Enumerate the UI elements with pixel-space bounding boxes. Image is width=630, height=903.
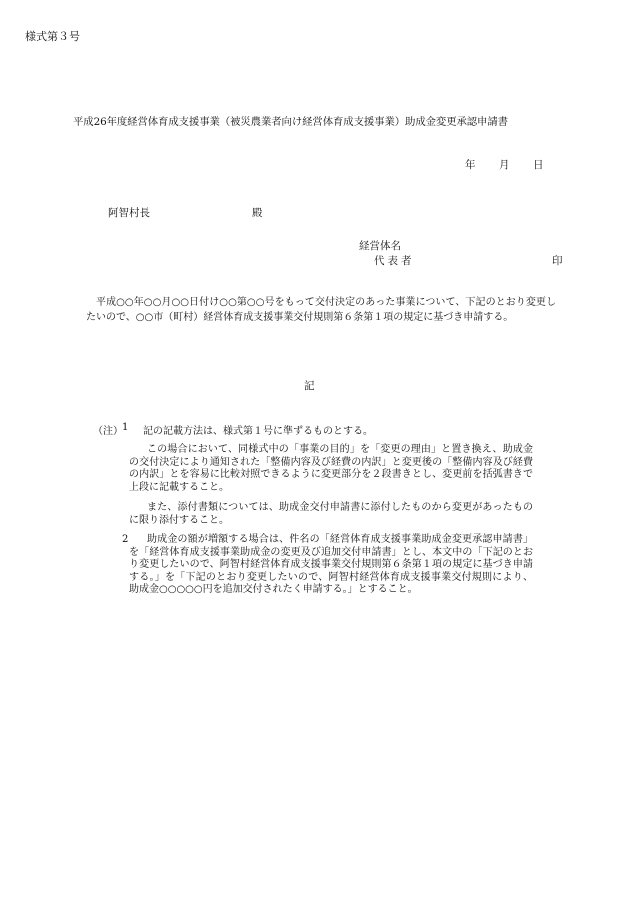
addressee-name: 阿智村長 bbox=[108, 207, 150, 219]
seal-mark: 印 bbox=[552, 255, 563, 267]
body-paragraph: 平成○○年○○月○○日付け○○第○○号をもって交付決定のあった事業について、下記のとおり変更したいので、○○市（町村）経営体育成支援事業交付規則第６条第１項の規定に基づき申請する。 bbox=[86, 297, 556, 323]
note-1-number: 1 bbox=[122, 422, 129, 433]
note-2-number: 2 bbox=[122, 534, 129, 545]
note-2-paragraph: 助成金の額が増額する場合は、件名の「経営体育成支援事業助成金変更承認申請書」を「経営体育成支援事業助成金の変更及び追加交付申請書」とし、本文中の「下記のとおり変更したいので、阿智村経営体育成支援事業交付規則第６条第１項の規定に基づき申請する。」を「下記のとおり変更したいので、阿智村経営体育成支援事業交付規則により、助成金○○○○○円を追加交付されたく申請する。」とすること。 bbox=[129, 534, 533, 595]
entity-name-label: 経営体名 bbox=[359, 240, 401, 252]
form-number: 様式第３号 bbox=[25, 30, 80, 43]
ki-heading: 記 bbox=[304, 380, 315, 392]
date-day: 日 bbox=[533, 159, 544, 171]
date-month: 月 bbox=[499, 159, 510, 171]
addressee-honorific: 殿 bbox=[252, 207, 263, 219]
notes-label: （注） bbox=[93, 426, 123, 437]
date-year: 年 bbox=[465, 159, 476, 171]
representative-label: 代表者 bbox=[374, 255, 415, 267]
document-title: 平成26年度経営体育成支援事業（被災農業者向け経営体育成支援事業）助成金変更承認申請書 bbox=[73, 116, 508, 128]
note-1-paragraph-1: この場合において、同様式中の「事業の目的」を「変更の理由」と置き換え、助成金の交付決定により通知された「整備内容及び経費の内訳」と変更後の「整備内容及び経費の内訳」とを容易に比較対照できるように変更部分を２段書きとし、変更前を括弧書きで上段に記載すること。 bbox=[129, 444, 533, 493]
note-1-paragraph-2: また、添付書類については、助成金交付申請書に添付したものから変更があったものに限り添付すること。 bbox=[129, 502, 533, 526]
note-1-text: 記の記載方法は、様式第１号に準ずるものとする。 bbox=[143, 426, 373, 437]
